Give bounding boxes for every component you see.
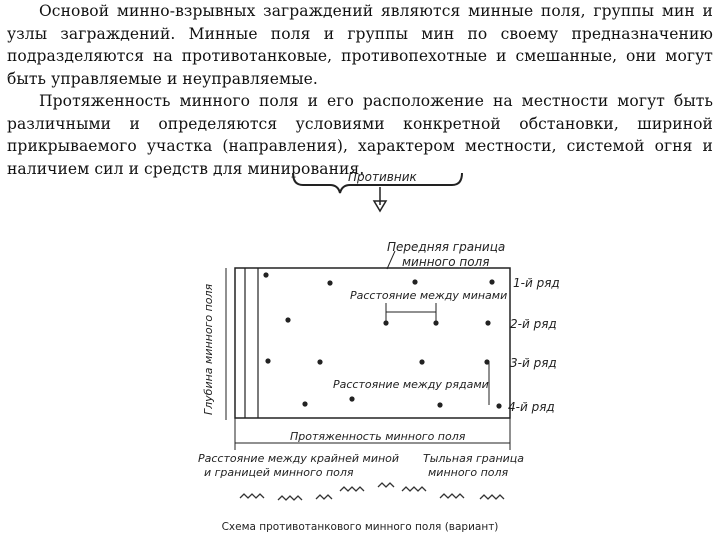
terrain-symbols bbox=[240, 483, 504, 500]
row-spacing-label: Расстояние между рядами bbox=[333, 378, 489, 391]
figure-caption: Схема противотанкового минного поля (вариант) bbox=[221, 521, 499, 533]
mine bbox=[349, 396, 354, 401]
minefield-diagram bbox=[190, 165, 560, 520]
text-block bbox=[7, 0, 713, 180]
arrow-down-icon bbox=[374, 187, 386, 211]
edge-distance-label-2: и границей минного поля bbox=[204, 466, 354, 479]
mine bbox=[302, 401, 307, 406]
mine-spacing-label: Расстояние между минами bbox=[350, 289, 508, 302]
mine bbox=[265, 358, 270, 363]
length-label: Протяженность минного поля bbox=[290, 430, 466, 443]
mine bbox=[383, 320, 388, 325]
row-label-2: 2-й ряд bbox=[510, 317, 557, 331]
mine bbox=[496, 403, 501, 408]
paragraph-1: Основой минно-взрывных заграждений являются минные поля, группы мин и узлы заграждений. Минные поля и группы мин по своему предназначению подразделяются на противотанковые, противопехотные и смешанные, они могут быть управляемые и неуправляемые. bbox=[7, 2, 713, 88]
row-label-1: 1-й ряд bbox=[513, 276, 560, 290]
paragraph-2: Протяженность минного поля и его расположение на местности могут быть различными и определяются условиями конкретной обстановки, шириной прикрываемого участка (направления), характером местности, системой огня и наличием сил и средств для минирования. bbox=[7, 92, 713, 178]
depth-label: Глубина минного поля bbox=[202, 283, 215, 415]
row-label-3: 3-й ряд bbox=[510, 356, 557, 370]
front-boundary-label-2: минного поля bbox=[402, 255, 490, 269]
mine bbox=[412, 279, 417, 284]
edge-distance-label-1: Расстояние между крайней миной bbox=[198, 452, 400, 465]
front-boundary-label-1: Передняя граница bbox=[387, 240, 506, 254]
enemy-label: Противник bbox=[348, 170, 417, 184]
mine bbox=[419, 359, 424, 364]
row-label-4: 4-й ряд bbox=[508, 400, 555, 414]
mine bbox=[489, 279, 494, 284]
mine bbox=[485, 320, 490, 325]
mine bbox=[484, 359, 489, 364]
mine bbox=[263, 272, 268, 277]
rear-boundary-label-2: минного поля bbox=[428, 466, 509, 479]
mine bbox=[327, 280, 332, 285]
mine bbox=[433, 320, 438, 325]
mine bbox=[317, 359, 322, 364]
mine bbox=[285, 317, 290, 322]
rear-boundary-label-1: Тыльная граница bbox=[423, 452, 525, 465]
mine bbox=[437, 402, 442, 407]
